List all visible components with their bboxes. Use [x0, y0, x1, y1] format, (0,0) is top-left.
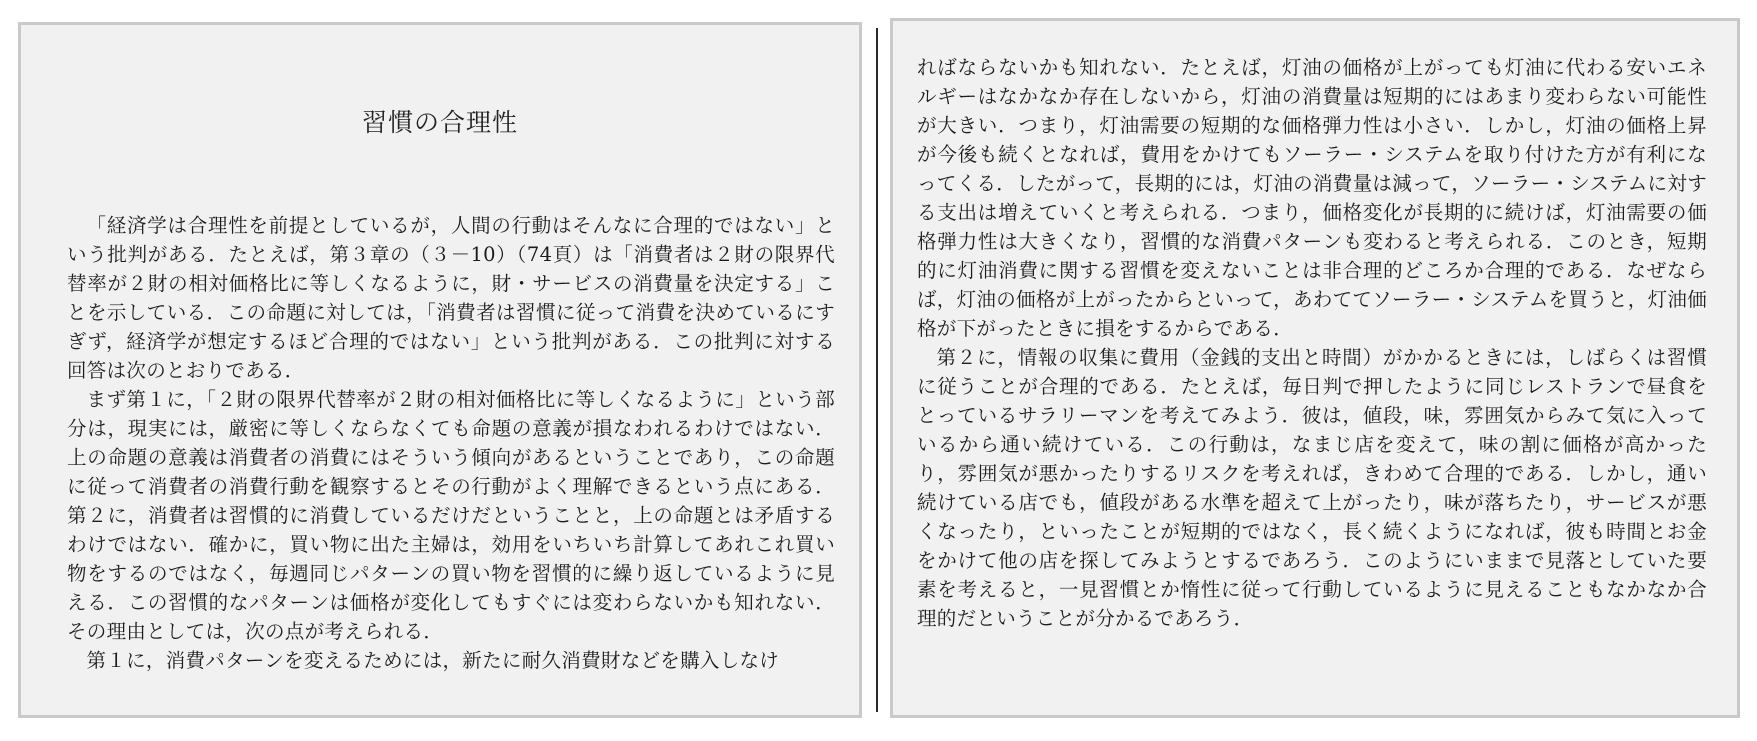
right-paragraph-1: ればならないかも知れない．たとえば，灯油の価格が上がっても灯油に代わる安いエネルギーはなかなか存在しないから，灯油の消費量は短期的にはあまり変わらない可能性が大きい．つまり，灯油需要の短期的な価格弾力性は小さい．しかし，灯油の価格上昇が今後も続くとなれば，費用をかけてもソーラー・システムを取り付けた方が有利になってくる．したがって，長期的には，灯油の消費量は減って，ソーラー・システムに対する支出は増えていくと考えられる．つまり，価格変化が長期的に続けば，灯油需要の価格弾力性は大きくなり，習慣的な消費パターンも変わると考えられる．このとき，短期的に灯油消費に関する習慣を変えないことは非合理的どころか合理的である．なぜならば，灯油の価格が上がったからといって，あわててソーラー・システムを買うと，灯油価格が下がったときに損をするからである．: [917, 56, 1708, 340]
left-paragraph-1: 「経済学は合理性を前提としているが，人間の行動はそんなに合理的ではない」という批判がある．たとえば，第３章の（３－10）（74頁）は「消費者は２財の限界代替率が２財の相対価格比に等しくなるように，財・サービスの消費量を決定する」ことを示している．この命題に対しては，「消費者は習慣に従って消費を決めているにすぎず，経済学が想定するほど合理的ではない」という批判がある．この批判に対する回答は次のとおりである．: [67, 214, 835, 382]
left-paragraph-3: 第１に，消費パターンを変えるためには，新たに耐久消費財などを購入しなけ: [86, 649, 780, 672]
page-divider: [876, 28, 878, 712]
right-page: [890, 18, 1740, 718]
page-title: 習慣の合理性: [361, 108, 518, 137]
left-page: [18, 22, 862, 718]
right-page-body: [917, 53, 1707, 633]
left-page-body: [67, 211, 835, 675]
left-paragraph-2: まず第１に，「２財の限界代替率が２財の相対価格比に等しくなるように」という部分は，現実には，厳密に等しくならなくても命題の意義が損なわれるわけではない．上の命題の意義は消費者の消費にはそういう傾向があるということであり，この命題に従って消費者の消費行動を観察するとその行動がよく理解できるという点にある．第２に，消費者は習慣的に消費しているだけだということと，上の命題とは矛盾するわけではない．確かに，買い物に出た主婦は，効用をいちいち計算してあれこれ買い物をするのではなく，毎週同じパターンの買い物を習慣的に繰り返しているように見える．この習慣的なパターンは価格が変化してもすぐには変わらないかも知れない．その理由としては，次の点が考えられる．: [67, 388, 835, 643]
right-paragraph-2: 第２に，情報の収集に費用（金銭的支出と時間）がかかるときには，しばらくは習慣に従うことが合理的である．たとえば，毎日判で押したように同じレストランで昼食をとっているサラリーマンを考えてみよう．彼は，値段，味，雰囲気からみて気に入っているから通い続けている．この行動は，なまじ店を変えて，味の割に価格が高かったり，雰囲気が悪かったりするリスクを考えれば，きわめて合理的である．しかし，通い続けている店でも，値段がある水準を超えて上がったり，味が落ちたり，サービスが悪くなったり，といったことが短期的ではなく，長く続くようになれば，彼も時間とお金をかけて他の店を探してみようとするであろう．このようにいままで見落としていた要素を考えると，一見習慣とか惰性に従って行動しているように見えることもなかなか合理的だということが分かるであろう．: [917, 346, 1707, 630]
